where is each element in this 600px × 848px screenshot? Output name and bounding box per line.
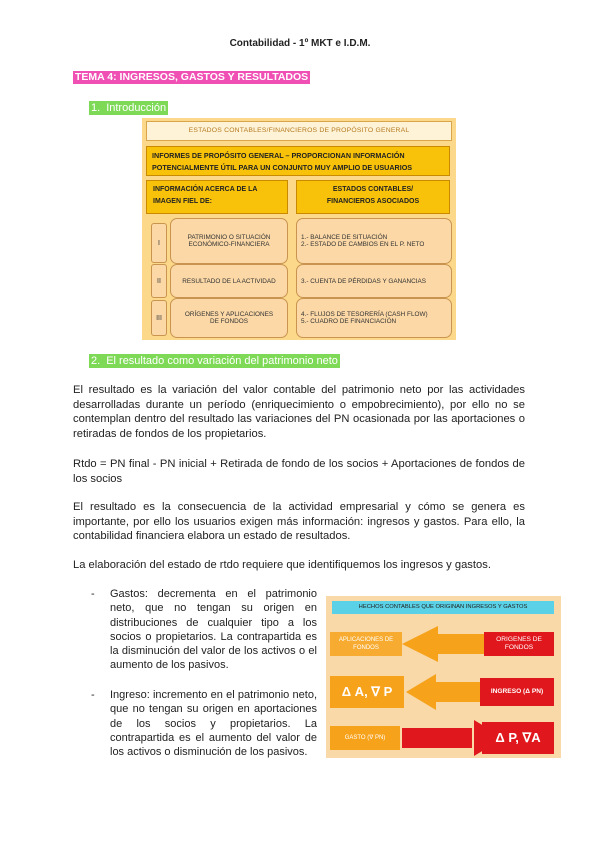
box-line: APLICACIONES DE bbox=[338, 637, 394, 643]
section-label: Introducción bbox=[106, 102, 167, 114]
box-line: FONDOS bbox=[353, 645, 379, 651]
gasto-box: GASTO (∇ PN) bbox=[344, 735, 386, 741]
row-info-cell bbox=[170, 218, 288, 264]
row-statement-cell bbox=[296, 218, 452, 264]
cell-line: PATRIMONIO O SITUACIÓN bbox=[187, 234, 271, 241]
cell-line: RESULTADO DE LA ACTIVIDAD bbox=[182, 277, 276, 285]
paragraph-consecuencia: El resultado es la consecuencia de la actividad empresarial y cómo se genera es importante, por ello los usuarios exigen más información: ingresos y gastos. Para ello, la contabilidad financiera elabora un estado de resultados. bbox=[73, 501, 525, 542]
diagram-title: HECHOS CONTABLES QUE ORIGINAN INGRESOS Y GASTOS bbox=[332, 601, 554, 614]
bullet-gastos: Gastos: decrementa en el patrimonio neto, que no tengan su origen en distribuciones de cualquier tipo a los socios o propietarios. La contrapartida es la disminución del valor de los activos o el aumento de los pasivos. bbox=[110, 588, 317, 672]
financial-statements-diagram bbox=[142, 118, 456, 340]
bullet-marker: - bbox=[91, 689, 95, 701]
box-line: ORIGENES DE bbox=[496, 636, 542, 643]
band-line: POTENCIALMENTE ÚTIL PARA UN CONJUNTO MUY AMPLIO DE USUARIOS bbox=[152, 163, 413, 172]
row-info-cell bbox=[170, 264, 288, 298]
section-number: 1. bbox=[91, 102, 101, 114]
row-roman-numeral: II bbox=[151, 264, 167, 298]
cell-line: 5.- CUADRO DE FINANCIACIÓN bbox=[301, 318, 397, 325]
cell-line: ORÍGENES Y APLICACIONES bbox=[184, 311, 274, 318]
band-line: INFORMES DE PROPÓSITO GENERAL – PROPORCIONAN INFORMACIÓN bbox=[152, 151, 405, 160]
diagram-purpose-band bbox=[146, 146, 450, 176]
row-roman-numeral: I bbox=[151, 223, 167, 263]
section-number: 2. bbox=[91, 355, 101, 367]
paragraph-formula: Rtdo = PN final - PN inicial + Retirada de fondo de los socios + Aportaciones de fondos de los socios bbox=[73, 458, 525, 485]
cell-line: 2.- ESTADO DE CAMBIOS EN EL P. NETO bbox=[301, 241, 425, 248]
bullet-marker: - bbox=[91, 588, 95, 600]
row-statement-cell bbox=[296, 264, 452, 298]
delta-pasivo-box: Δ P, ∇A bbox=[495, 730, 541, 745]
section-heading-introduccion bbox=[89, 101, 168, 115]
origenes-de-fondos-box bbox=[484, 632, 554, 656]
cell-line: 4.- FLUJOS DE TESORERÍA (CASH FLOW) bbox=[301, 311, 428, 318]
ingreso-box: INGRESO (Δ PN) bbox=[490, 688, 544, 695]
paragraph-resultado-definicion: El resultado es la variación del valor contable del patrimonio neto por las actividades desarrolladas durante un período (enriquecimiento o empobrecimiento), por ello no se contemplan dentro del resultado las variaciones del PN ocasionada por las aportaciones o retiradas de fondos de los propietarios. bbox=[73, 384, 525, 440]
cell-line: DE FONDOS bbox=[209, 318, 248, 325]
paragraph-elaboracion: La elaboración del estado de rtdo requiere que identifiquemos los ingresos y gastos. bbox=[73, 559, 491, 571]
left-column-header bbox=[146, 180, 288, 214]
header-line: INFORMACIÓN ACERCA DE LA bbox=[153, 186, 258, 193]
topic-heading: TEMA 4: INGRESOS, GASTOS Y RESULTADOS bbox=[75, 71, 309, 83]
cell-line: ECONÓMICO-FINANCIERA bbox=[188, 241, 270, 248]
row-roman-numeral: III bbox=[151, 300, 167, 336]
cell-line: 3.- CUENTA DE PÉRDIDAS Y GANANCIAS bbox=[301, 277, 427, 285]
right-column-header bbox=[296, 180, 450, 214]
diagram-title: ESTADOS CONTABLES/FINANCIEROS DE PROPÓSITO GENERAL bbox=[146, 121, 452, 141]
header-line: FINANCIEROS ASOCIADOS bbox=[326, 198, 420, 205]
delta-activo-box: Δ A, ∇ P bbox=[341, 684, 393, 699]
header-line: ESTADOS CONTABLES/ bbox=[332, 186, 414, 193]
section-heading-resultado bbox=[89, 354, 340, 368]
header-line: IMAGEN FIEL DE: bbox=[153, 198, 212, 205]
income-expense-diagram bbox=[326, 596, 561, 758]
aplicaciones-de-fondos-box bbox=[330, 632, 402, 656]
row-info-cell bbox=[170, 298, 288, 338]
box-line: FONDOS bbox=[504, 644, 534, 651]
row-statement-cell bbox=[296, 298, 452, 338]
page-header: Contabilidad - 1º MKT e I.D.M. bbox=[229, 38, 371, 49]
bullet-ingreso: Ingreso: incremento en el patrimonio neto, que no tengan su origen en aportaciones de los socios y propietarios. La contrapartida es el aumento del valor de los activos o disminución de los pasivos. bbox=[110, 689, 317, 759]
cell-line: 1.- BALANCE DE SITUACIÓN bbox=[301, 234, 388, 241]
section-label: El resultado como variación del patrimonio neto bbox=[106, 355, 338, 367]
